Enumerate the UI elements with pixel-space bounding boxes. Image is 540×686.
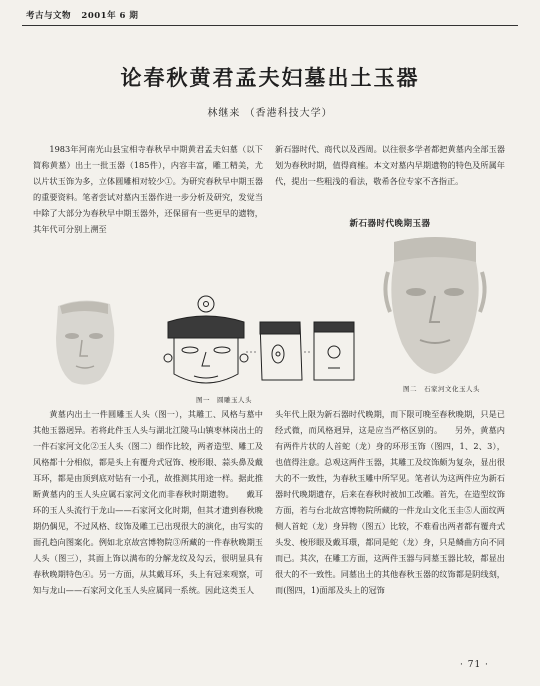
paragraph-snake-body-ornaments: 头年代上限为新石器时代晚期，而下限可晚至春秋晚期，只是已经式微，而风格迥异，这是应当严格区别的。 另外，黄墓内有两件片状的人首蛇（龙）身的环形玉饰（图四，1、2、3），也值得注意。总观这两件玉器，其雕工及纹饰颇为复杂，显出很大的不一致性，为春秋玉雕中所罕见。笔者认为这两件应为新石器时代晚期遗存，后来在春秋时被加工改雕。首先，在造型纹饰方面，若与台北故宫博物院所藏的一件龙山文化玉圭⑤人面纹两侧人首蛇（龙）身异物（图五）比较，不难看出两者都有覆舟式头发、梭形眼及戴耳環，都同是蛇（龙）身，只是鳞曲方向不同而已。其次，在雕工方面，这两件玉器与同墓玉器比较，都显出很大的不一致性。同墓出土的其他春秋玉器的纹饰都是阴线刻，而(图四，1)面部及头上的冠饰	[275, 409, 505, 595]
page-number: · 71 ·	[460, 660, 489, 670]
paragraph-jade-head: 黄墓内出土一件圆雕玉人头（图一），其雕工、风格与墓中其他玉器迥异。若将此件玉人头与湖北江陵马山镇枣林岗出土的一件石家河文化②玉人头（图二）细作比较，两者造型、雕工及风格都十分相似，都是头上有覆舟式冠饰、梭形眼、蒜头鼻及戴耳环，都是由顶到底对钻有一小孔，故推测其用途一样。据此推断黄墓内的玉人头应属石家河文化而非春秋时期遗物。 戴耳环的玉人头流行于龙山——石家河文化时期，但其才遗到春秋晚期仍偶见，不过风格、纹饰及雕工已出现很大的演化，由写实的面孔趋向图案化。例如北京故宫博物院③所藏的一件春秋晚期玉人头（图三），其面上饰以满布的分解龙纹及勾云，很明显具有春秋晚期特色④。另一方面，从其戴耳环，头上有冠来观察，可知与龙山——石家河文化玉人头应属同一系统。因此这类玉人	[33, 409, 263, 595]
running-header	[26, 9, 138, 21]
journal-issue: 2001年 6 期	[81, 11, 139, 21]
figure-1-jade-head	[38, 292, 360, 392]
article-author: 林继来 （香港科技大学）	[207, 108, 333, 119]
journal-name: 考古与文物	[26, 11, 72, 21]
jade-head-drawing-front	[164, 296, 248, 383]
article-title: 论春秋黄君孟夫妇墓出土玉器	[120, 65, 420, 90]
jade-head-drawing-side	[260, 322, 302, 380]
paragraph-intro-continued: 新石器时代、商代以及西周。以往很多学者都把黄墓内全部玉器划为春秋时期，值得商榷。本文对墓内早期遗物的特色及所属年代，提出一些粗浅的看法，敬希各位专家不吝指正。	[275, 144, 505, 186]
jade-head-photo	[56, 300, 114, 384]
figure-2-jade-head-photo	[378, 232, 492, 380]
figure-2-caption: 图二 石家河文化玉人头	[403, 385, 480, 393]
paragraph-intro: 1983年河南光山县宝相寺春秋早中期黄君孟夫妇墓（以下简称黄墓）出土一批玉器（185件），内容丰富，雕工精美，尤以片状玉饰为多，立体圆雕相对较少①。为研究春秋早中期玉器的重要资料。笔者尝试对墓内玉器作进一步分析及研究，发觉当中除了大部分为春秋早中期玉器外，还保留有一些更早的遗物，其年代可分别上溯至	[33, 144, 263, 234]
header-rule	[22, 25, 518, 26]
jade-head-drawing-back	[314, 322, 354, 380]
section-heading: 新石器时代晚期玉器	[349, 219, 431, 229]
figure-1-caption: 图一 圆雕玉人头	[196, 396, 252, 404]
